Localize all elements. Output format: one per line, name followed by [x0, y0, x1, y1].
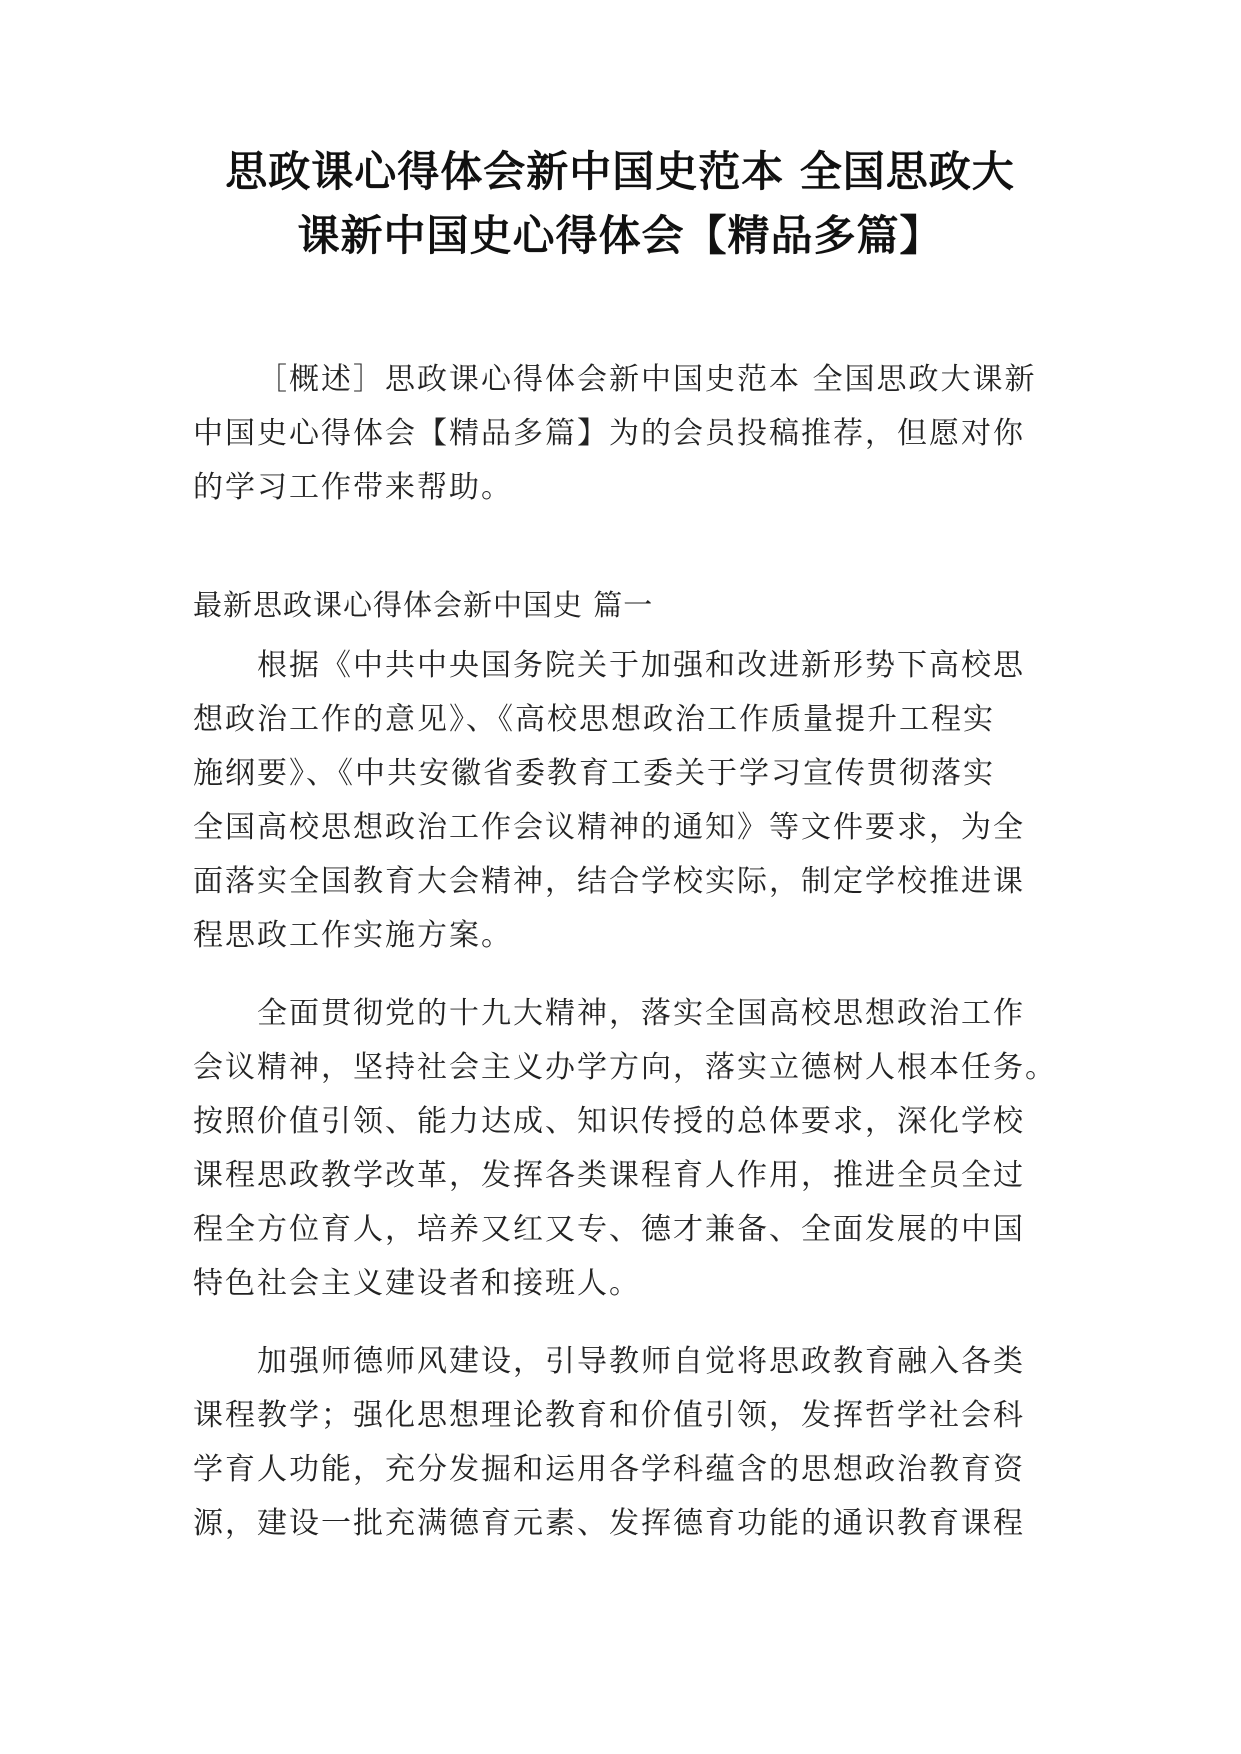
- paragraph-line: 加强师德师风建设，引导教师自觉将思政教育融入各类: [257, 1344, 1025, 1379]
- paragraph-line: 全国高校思想政治工作会议精神的通知》等文件要求，为全: [193, 810, 1025, 845]
- summary-line: 中国史心得体会【精品多篇】为的会员投稿推荐，但愿对你: [193, 416, 1025, 451]
- summary-line: ［概述］思政课心得体会新中国史范本 全国思政大课新: [257, 362, 1037, 397]
- paragraph-line: 想政治工作的意见》、《高校思想政治工作质量提升工程实: [193, 702, 995, 737]
- paragraph-line: 全面贯彻党的十九大精神，落实全国高校思想政治工作: [257, 996, 1025, 1031]
- paragraph-line: 程全方位育人，培养又红又专、德才兼备、全面发展的中国: [193, 1212, 1025, 1247]
- body-paragraph-3: [193, 1335, 1048, 1551]
- summary-line: 的学习工作带来帮助。: [193, 470, 513, 505]
- title-line: 思政课心得体会新中国史范本 全国思政大: [225, 147, 1015, 196]
- document-title: [180, 140, 1060, 268]
- paragraph-line: 按照价值引领、能力达成、知识传授的总体要求，深化学校: [193, 1104, 1025, 1139]
- title-line: 课新中国史心得体会【精品多篇】: [297, 211, 943, 260]
- body-paragraph-1: [193, 639, 1048, 963]
- paragraph-line: 课程教学；强化思想理论教育和价值引领，发挥哲学社会科: [193, 1398, 1025, 1433]
- paragraph-line: 施纲要》、《中共安徽省委教育工委关于学习宣传贯彻落实: [193, 756, 995, 791]
- summary-paragraph: [193, 353, 1048, 515]
- section-heading: 最新思政课心得体会新中国史 篇一: [193, 588, 654, 622]
- body-paragraph-2: [193, 987, 1057, 1311]
- paragraph-line: 程思政工作实施方案。: [193, 918, 513, 953]
- paragraph-line: 面落实全国教育大会精神，结合学校实际，制定学校推进课: [193, 864, 1025, 899]
- paragraph-line: 根据《中共中央国务院关于加强和改进新形势下高校思: [257, 648, 1025, 683]
- paragraph-line: 会议精神，坚持社会主义办学方向，落实立德树人根本任务。: [193, 1050, 1057, 1085]
- paragraph-line: 特色社会主义建设者和接班人。: [193, 1266, 641, 1301]
- paragraph-line: 学育人功能，充分发掘和运用各学科蕴含的思想政治教育资: [193, 1452, 1025, 1487]
- paragraph-line: 课程思政教学改革，发挥各类课程育人作用，推进全员全过: [193, 1158, 1025, 1193]
- paragraph-line: 源，建设一批充满德育元素、发挥德育功能的通识教育课程: [193, 1506, 1025, 1541]
